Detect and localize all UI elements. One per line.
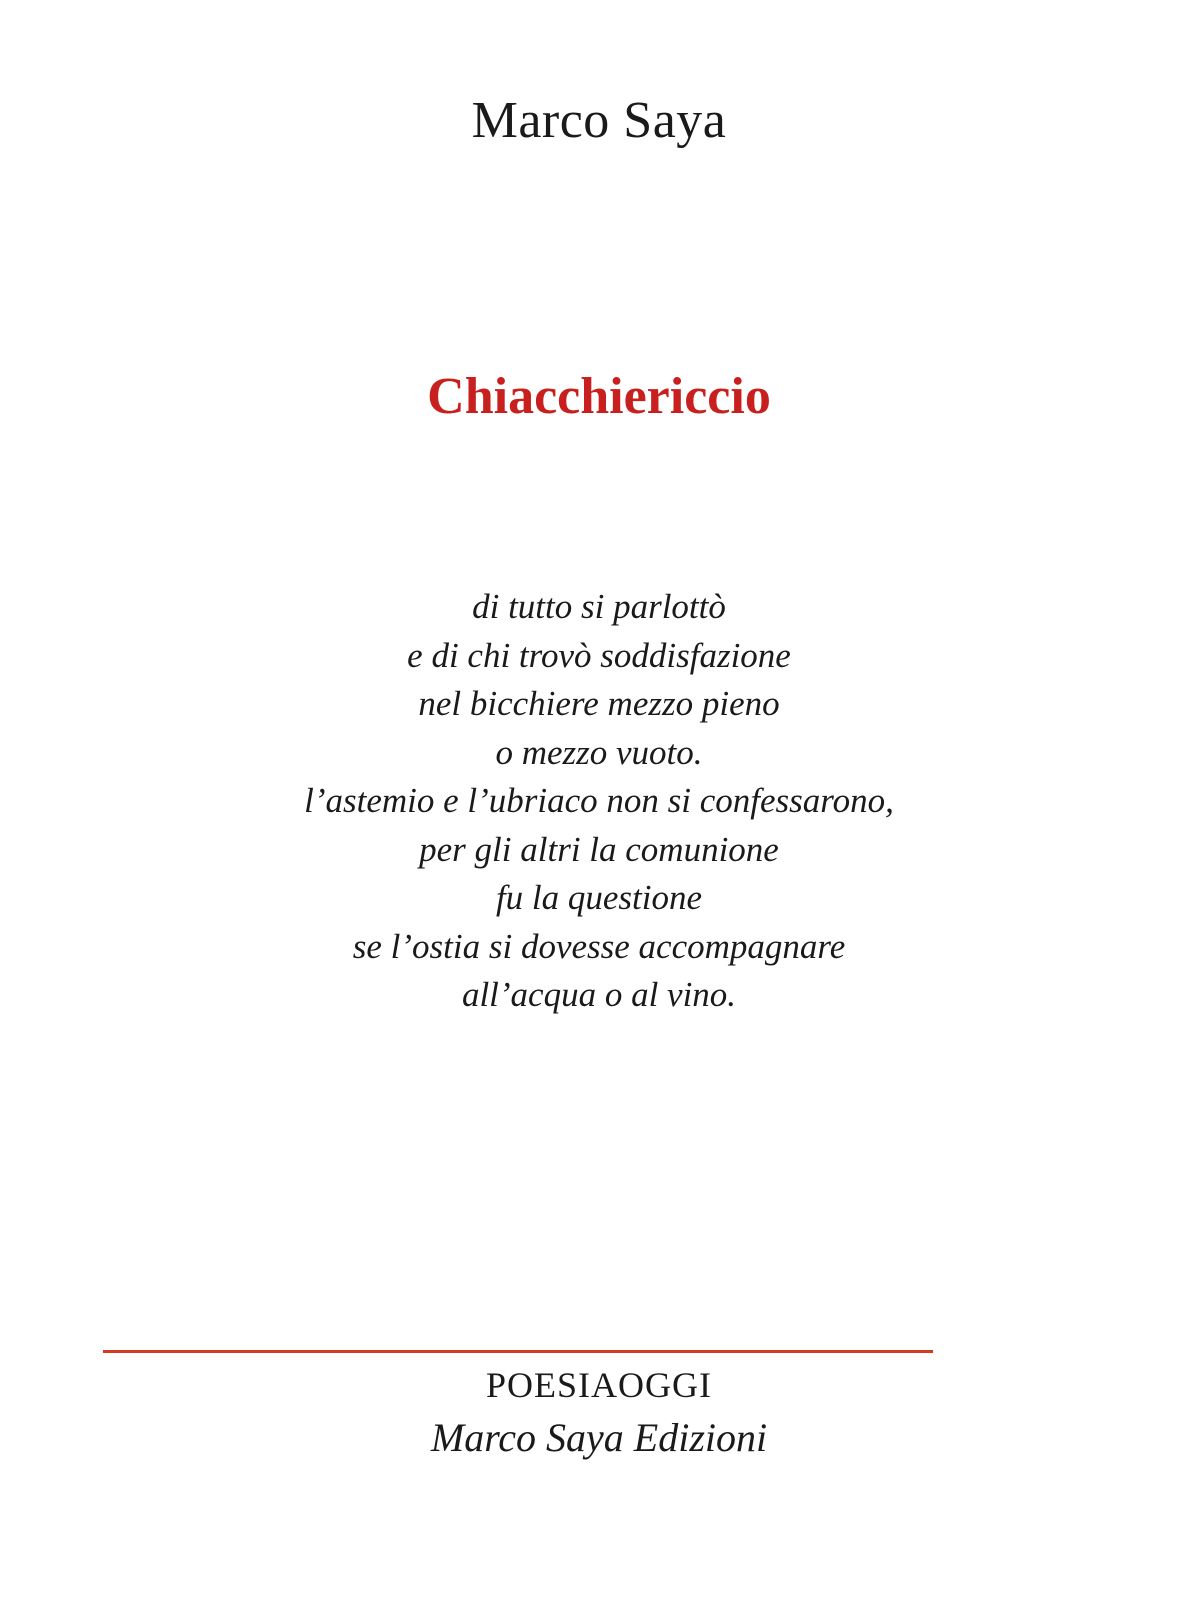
- poem-line: nel bicchiere mezzo pieno: [418, 684, 780, 723]
- publisher-name: Marco Saya Edizioni: [430, 1415, 768, 1460]
- poem-line: di tutto si parlottò: [472, 587, 726, 626]
- poem-line: per gli altri la comunione: [419, 829, 779, 869]
- book-title: Chiacchiericcio: [427, 368, 771, 425]
- author-name: Marco Saya: [471, 92, 727, 149]
- poem-line: se l’ostia si dovesse accompagnare: [352, 926, 846, 966]
- poem-line: l’astemio e l’ubriaco non si confessarono,: [304, 781, 894, 820]
- poem-line: e di chi trovò soddisfazione: [407, 635, 791, 675]
- poem: [0, 583, 1198, 1020]
- divider-rule: [103, 1350, 933, 1353]
- series-name: POESIAOGGI: [486, 1365, 712, 1405]
- poem-line: o mezzo vuoto.: [495, 732, 703, 772]
- poem-line: fu la questione: [495, 878, 703, 917]
- poem-line: all’acqua o al vino.: [461, 975, 737, 1014]
